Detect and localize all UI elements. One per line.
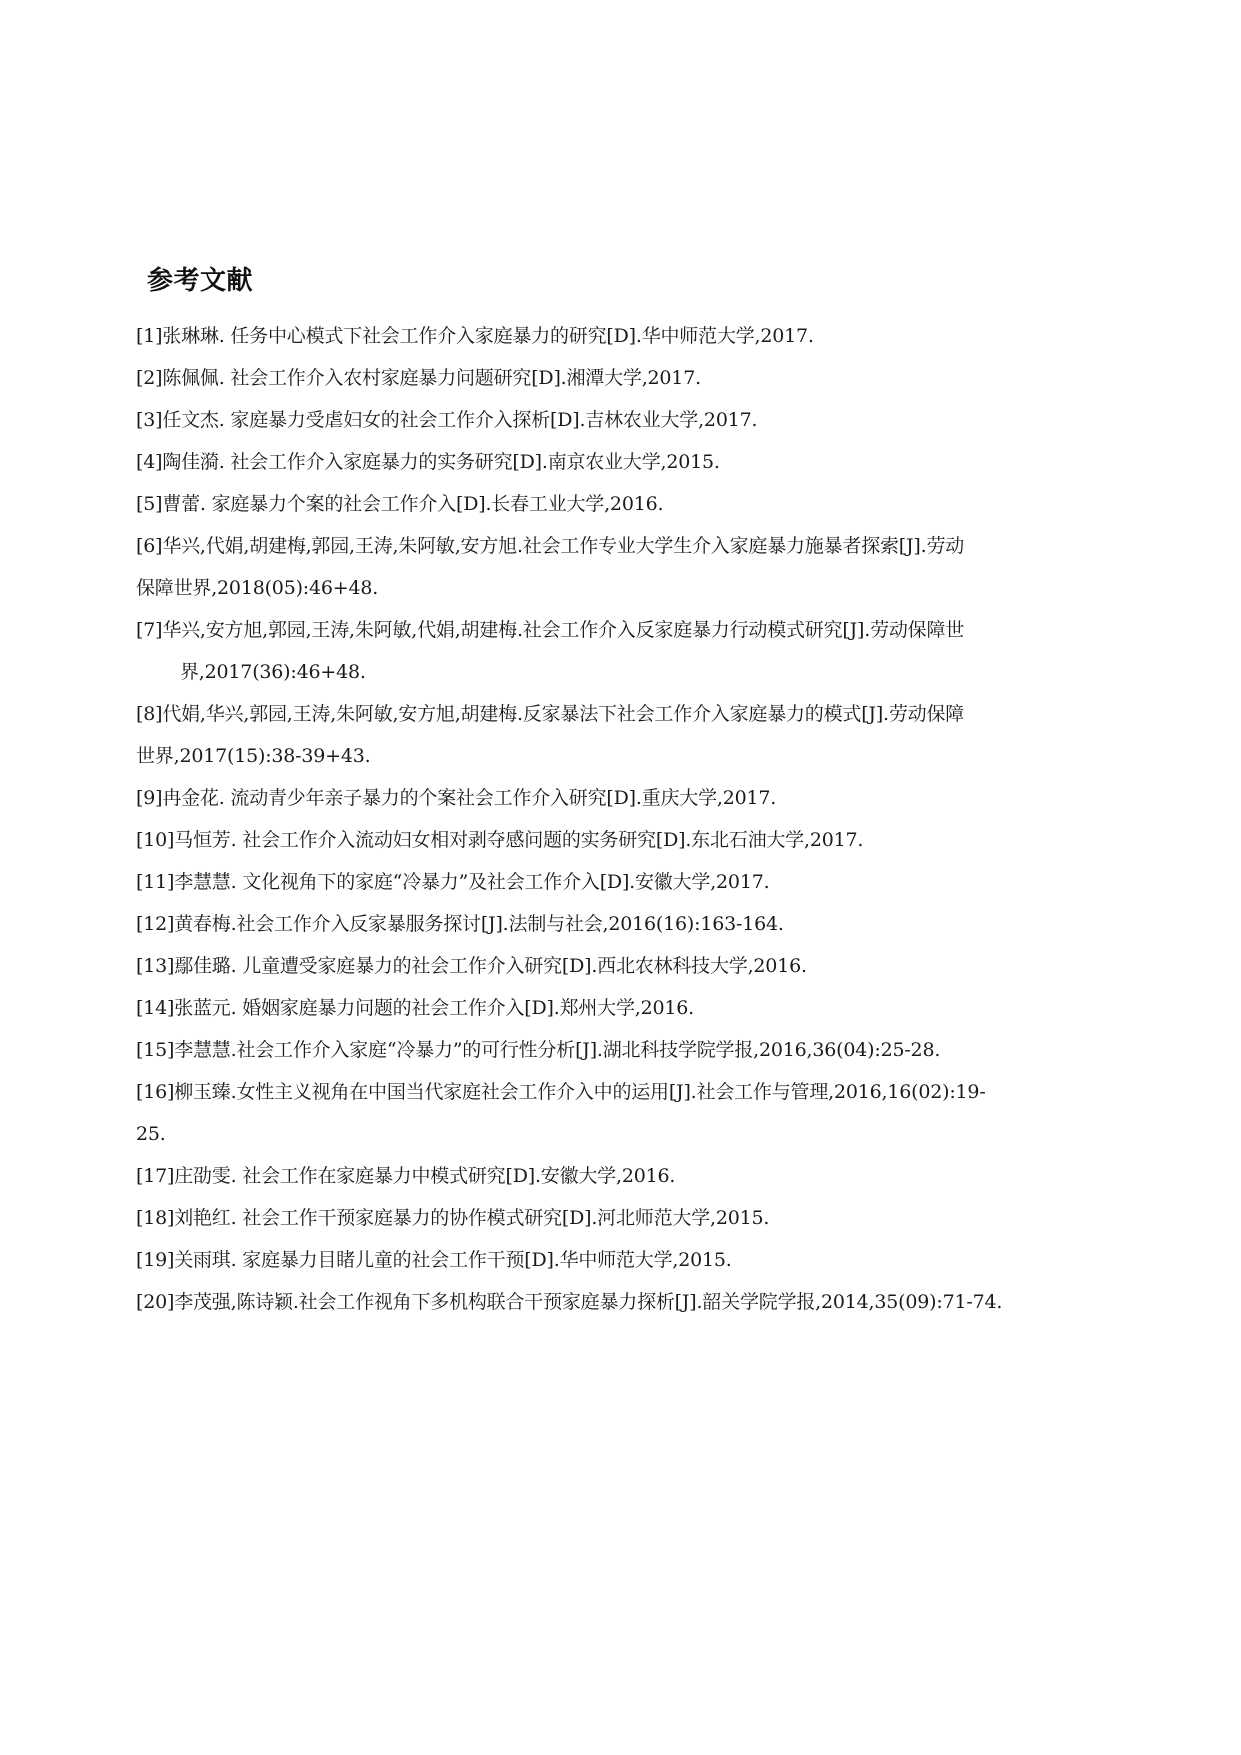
- reference-item: [136, 525, 1136, 609]
- reference-text: [18]刘艳红. 社会工作干预家庭暴力的协作模式研究[D].河北师范大学,2015.: [136, 1207, 770, 1229]
- reference-text: [19]关雨琪. 家庭暴力目睹儿童的社会工作干预[D].华中师范大学,2015.: [136, 1249, 732, 1271]
- reference-text: [7]华兴,安方旭,郭园,王涛,朱阿敏,代娟,胡建梅.社会工作介入反家庭暴力行动模式研究[J].劳动保障世: [136, 619, 965, 641]
- reference-item: [136, 819, 1136, 861]
- reference-list: [136, 315, 1136, 1323]
- reference-item: [136, 399, 1136, 441]
- reference-text: [1]张琳琳. 任务中心模式下社会工作介入家庭暴力的研究[D].华中师范大学,2017.: [136, 325, 814, 347]
- reference-text: [9]冉金花. 流动青少年亲子暴力的个案社会工作介入研究[D].重庆大学,2017.: [136, 787, 777, 809]
- reference-continuation: 保障世界,2018(05):46+48.: [136, 577, 379, 599]
- reference-item: [136, 441, 1136, 483]
- reference-item: [136, 609, 1136, 693]
- reference-text: [11]李慧慧. 文化视角下的家庭“冷暴力”及社会工作介入[D].安徽大学,2017.: [136, 871, 770, 893]
- reference-text: [8]代娟,华兴,郭园,王涛,朱阿敏,安方旭,胡建梅.反家暴法下社会工作介入家庭暴力的模式[J].劳动保障: [136, 703, 965, 725]
- reference-item: [136, 1197, 1136, 1239]
- reference-item: [136, 777, 1136, 819]
- reference-continuation: 25.: [136, 1123, 166, 1145]
- reference-text: [3]任文杰. 家庭暴力受虐妇女的社会工作介入探析[D].吉林农业大学,2017.: [136, 409, 758, 431]
- reference-text: [6]华兴,代娟,胡建梅,郭园,王涛,朱阿敏,安方旭.社会工作专业大学生介入家庭暴力施暴者探索[J].劳动: [136, 535, 965, 557]
- reference-text: [4]陶佳漪. 社会工作介入家庭暴力的实务研究[D].南京农业大学,2015.: [136, 451, 720, 473]
- reference-continuation: 世界,2017(15):38-39+43.: [136, 745, 371, 767]
- reference-item: [136, 357, 1136, 399]
- reference-text: [12]黄春梅.社会工作介入反家暴服务探讨[J].法制与社会,2016(16):163-164.: [136, 913, 784, 935]
- reference-item: [136, 315, 1136, 357]
- references-heading: 参考文献: [147, 266, 254, 296]
- reference-text: [16]柳玉臻.女性主义视角在中国当代家庭社会工作介入中的运用[J].社会工作与管理,2016,16(02):19-: [136, 1081, 986, 1103]
- reference-item: [136, 1071, 1136, 1155]
- reference-item: [136, 483, 1136, 525]
- reference-continuation: 界,2017(36):46+48.: [180, 661, 366, 683]
- reference-text: [13]鄢佳璐. 儿童遭受家庭暴力的社会工作介入研究[D].西北农林科技大学,2016.: [136, 955, 807, 977]
- reference-item: [136, 987, 1136, 1029]
- reference-item: [136, 1281, 1136, 1323]
- reference-item: [136, 903, 1136, 945]
- reference-item: [136, 1239, 1136, 1281]
- reference-text: [15]李慧慧.社会工作介入家庭“冷暴力”的可行性分析[J].湖北科技学院学报,2016,36(04):25-28.: [136, 1039, 941, 1061]
- reference-item: [136, 945, 1136, 987]
- reference-item: [136, 1029, 1136, 1071]
- reference-item: [136, 1155, 1136, 1197]
- reference-text: [17]庄劭雯. 社会工作在家庭暴力中模式研究[D].安徽大学,2016.: [136, 1165, 676, 1187]
- reference-text: [14]张蓝元. 婚姻家庭暴力问题的社会工作介入[D].郑州大学,2016.: [136, 997, 695, 1019]
- reference-text: [20]李茂强,陈诗颖.社会工作视角下多机构联合干预家庭暴力探析[J].韶关学院学报,2014,35(09):71-74.: [136, 1291, 1003, 1313]
- reference-item: [136, 861, 1136, 903]
- reference-text: [10]马恒芳. 社会工作介入流动妇女相对剥夺感问题的实务研究[D].东北石油大学,2017.: [136, 829, 864, 851]
- reference-text: [5]曹蕾. 家庭暴力个案的社会工作介入[D].长春工业大学,2016.: [136, 493, 664, 515]
- reference-text: [2]陈佩佩. 社会工作介入农村家庭暴力问题研究[D].湘潭大学,2017.: [136, 367, 701, 389]
- reference-item: [136, 693, 1136, 777]
